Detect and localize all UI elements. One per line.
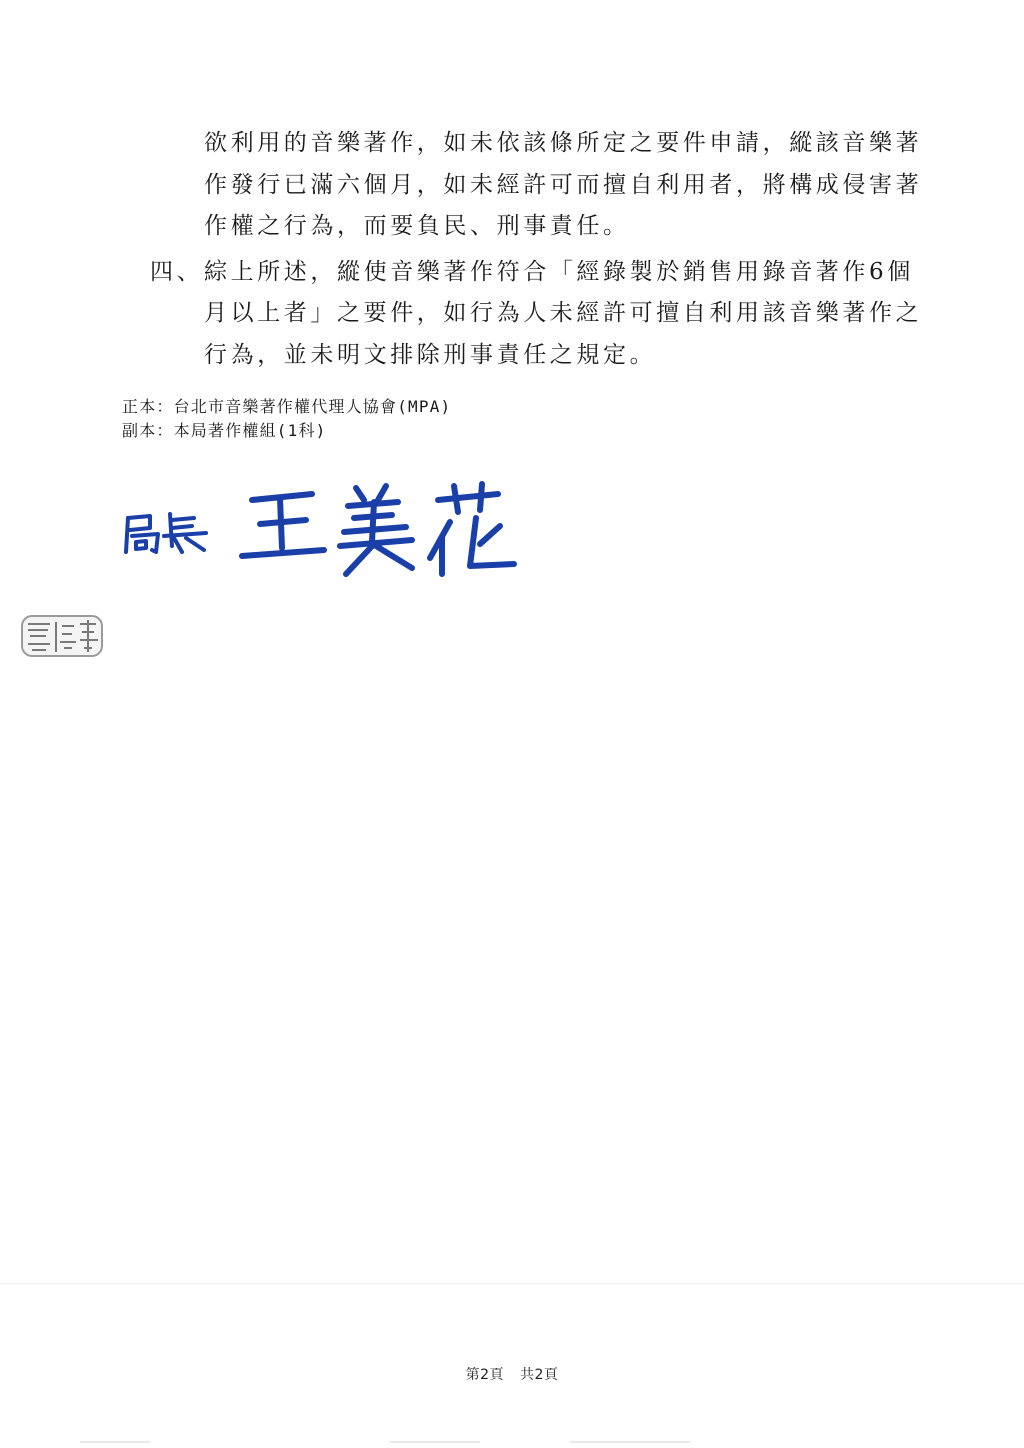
item-4-marker: 四、 <box>150 259 204 285</box>
page-current: 第2頁 <box>465 1367 504 1383</box>
item-4-line-2: 月以上者」之要件，如行為人未經許可擅自利用該音樂著作之 <box>204 300 923 326</box>
item-4-line-3: 行為，並未明文排除刑事責任之規定。 <box>204 342 657 368</box>
item-4-line-1: 綜上所述，縱使音樂著作符合「經錄製於銷售用錄音著作6個 <box>204 259 914 285</box>
page-total: 共2頁 <box>520 1367 559 1383</box>
recipient-main: 正本：台北市音樂著作權代理人協會(MPA) <box>122 397 452 416</box>
item-3-line-2: 作發行已滿六個月，如未經許可而擅自利用者，將構成侵害著 <box>204 172 923 198</box>
item-3-line-3: 作權之行為，而要負民、刑事責任。 <box>204 213 630 239</box>
item-3-line-1: 欲利用的音樂著作，如未依該條所定之要件申請，縱該音樂著 <box>204 130 923 156</box>
scan-artifact-line <box>80 1441 150 1443</box>
signature-image <box>120 478 540 588</box>
director-signature <box>120 478 540 588</box>
page-number <box>0 1364 1024 1384</box>
footer-divider <box>0 1283 1024 1284</box>
scan-artifact-line <box>570 1441 690 1443</box>
official-seal-stamp <box>20 614 104 658</box>
scan-artifact-line <box>390 1441 480 1443</box>
recipient-copy: 副本：本局著作權組(1科) <box>122 421 327 440</box>
